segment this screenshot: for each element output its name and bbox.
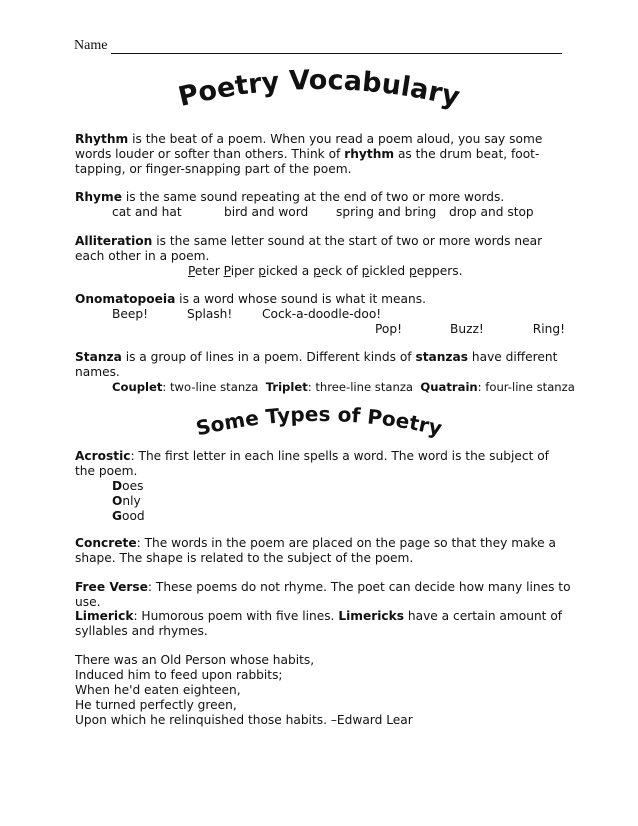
limerick-definition: Limerick: Humorous poem with five lines. Limericks have a certain amount of syllables and rhymes. bbox=[75, 609, 563, 638]
acrostic-line: Good bbox=[112, 509, 145, 523]
term-alliteration: Alliteration bbox=[75, 234, 153, 248]
concrete-definition: Concrete: The words in the poem are placed on the page so that they make a shape. The shape is related to the subject of the poem. bbox=[75, 536, 557, 565]
stanza-definition: Stanza is a group of lines in a poem. Different kinds of stanzas have different names. Couplet: two-line stanza Triplet: three-line stanza Quatrain: four-line stanza bbox=[75, 350, 575, 394]
term-onomatopoeia: Onomatopoeia bbox=[75, 292, 176, 306]
onomatopoeia-examples-row1 bbox=[75, 307, 565, 322]
term-acrostic: Acrostic bbox=[75, 449, 131, 463]
term-stanza: Stanza bbox=[75, 350, 122, 364]
free-verse-definition: Free Verse: These poems do not rhyme. The poet can decide how many lines to use. bbox=[75, 580, 571, 609]
example-item: Splash! bbox=[187, 307, 233, 321]
example-item: Buzz! bbox=[450, 322, 484, 336]
onomatopoeia-examples-row2 bbox=[75, 322, 565, 337]
poem-line: When he'd eaten eighteen, bbox=[75, 683, 241, 697]
example-item: bird and word bbox=[224, 205, 309, 219]
rhythm-definition: Rhythm is the beat of a poem. When you read a poem aloud, you say some words louder or softer than others. Think of rhythm as the drum beat, foot-tapping, or finger-snapping part of the poem. bbox=[75, 132, 543, 176]
example-item: Cock-a-doodle-doo! bbox=[262, 307, 382, 321]
alliteration-definition: Alliteration is the same letter sound at the start of two or more words near each other in a poem. Peter Piper picked a peck of pickled peppers. bbox=[75, 234, 565, 279]
rhyme-definition: Rhyme is the same sound repeating at the end of two or more words. cat and hat bird and word spring and bring drop and stop bbox=[75, 190, 565, 220]
name-line bbox=[74, 38, 562, 54]
onomatopoeia-definition: Onomatopoeia is a word whose sound is what it means. Beep! Splash! Cock-a-doodle-doo! Pop! Buzz! Ring! bbox=[75, 292, 565, 336]
poem-line: Induced him to feed upon rabbits; bbox=[75, 668, 283, 682]
example-item: cat and hat bbox=[112, 205, 182, 219]
term-concrete: Concrete bbox=[75, 536, 137, 550]
example-item: drop and stop bbox=[449, 205, 534, 219]
stanza-types: Couplet: two-line stanza Triplet: three-line stanza Quatrain: four-line stanza bbox=[112, 380, 575, 394]
limerick-poem bbox=[75, 653, 565, 728]
term-free-verse: Free Verse bbox=[75, 580, 148, 594]
poem-line: There was an Old Person whose habits, bbox=[75, 653, 315, 667]
page-title bbox=[0, 68, 638, 120]
example-item: Pop! bbox=[375, 322, 402, 336]
acrostic-line: Only bbox=[112, 494, 141, 508]
alliteration-example: Peter Piper picked a peck of pickled peppers. bbox=[188, 264, 463, 278]
example-item: Ring! bbox=[532, 322, 565, 336]
page-title-text: Poetry Vocabulary bbox=[175, 68, 463, 114]
name-label: Name bbox=[74, 38, 108, 53]
acrostic-definition: Acrostic: The first letter in each line spells a word. The word is the subject of the poem. Does Only Good bbox=[75, 449, 565, 524]
example-item: spring and bring bbox=[336, 205, 437, 219]
section-title bbox=[0, 403, 638, 445]
term-limerick: Limerick bbox=[75, 609, 134, 623]
poem-line: Upon which he relinquished those habits. –Edward Lear bbox=[75, 713, 413, 727]
poem-line: He turned perfectly green, bbox=[75, 698, 237, 712]
rhyme-examples bbox=[75, 205, 565, 220]
acrostic-line: Does bbox=[112, 479, 144, 493]
term-rhyme: Rhyme bbox=[75, 190, 122, 204]
name-blank-line bbox=[111, 41, 562, 54]
term-rhythm: Rhythm bbox=[75, 132, 129, 146]
section-title-text: Some Types of Poetry bbox=[193, 403, 445, 441]
example-item: Beep! bbox=[112, 307, 148, 321]
